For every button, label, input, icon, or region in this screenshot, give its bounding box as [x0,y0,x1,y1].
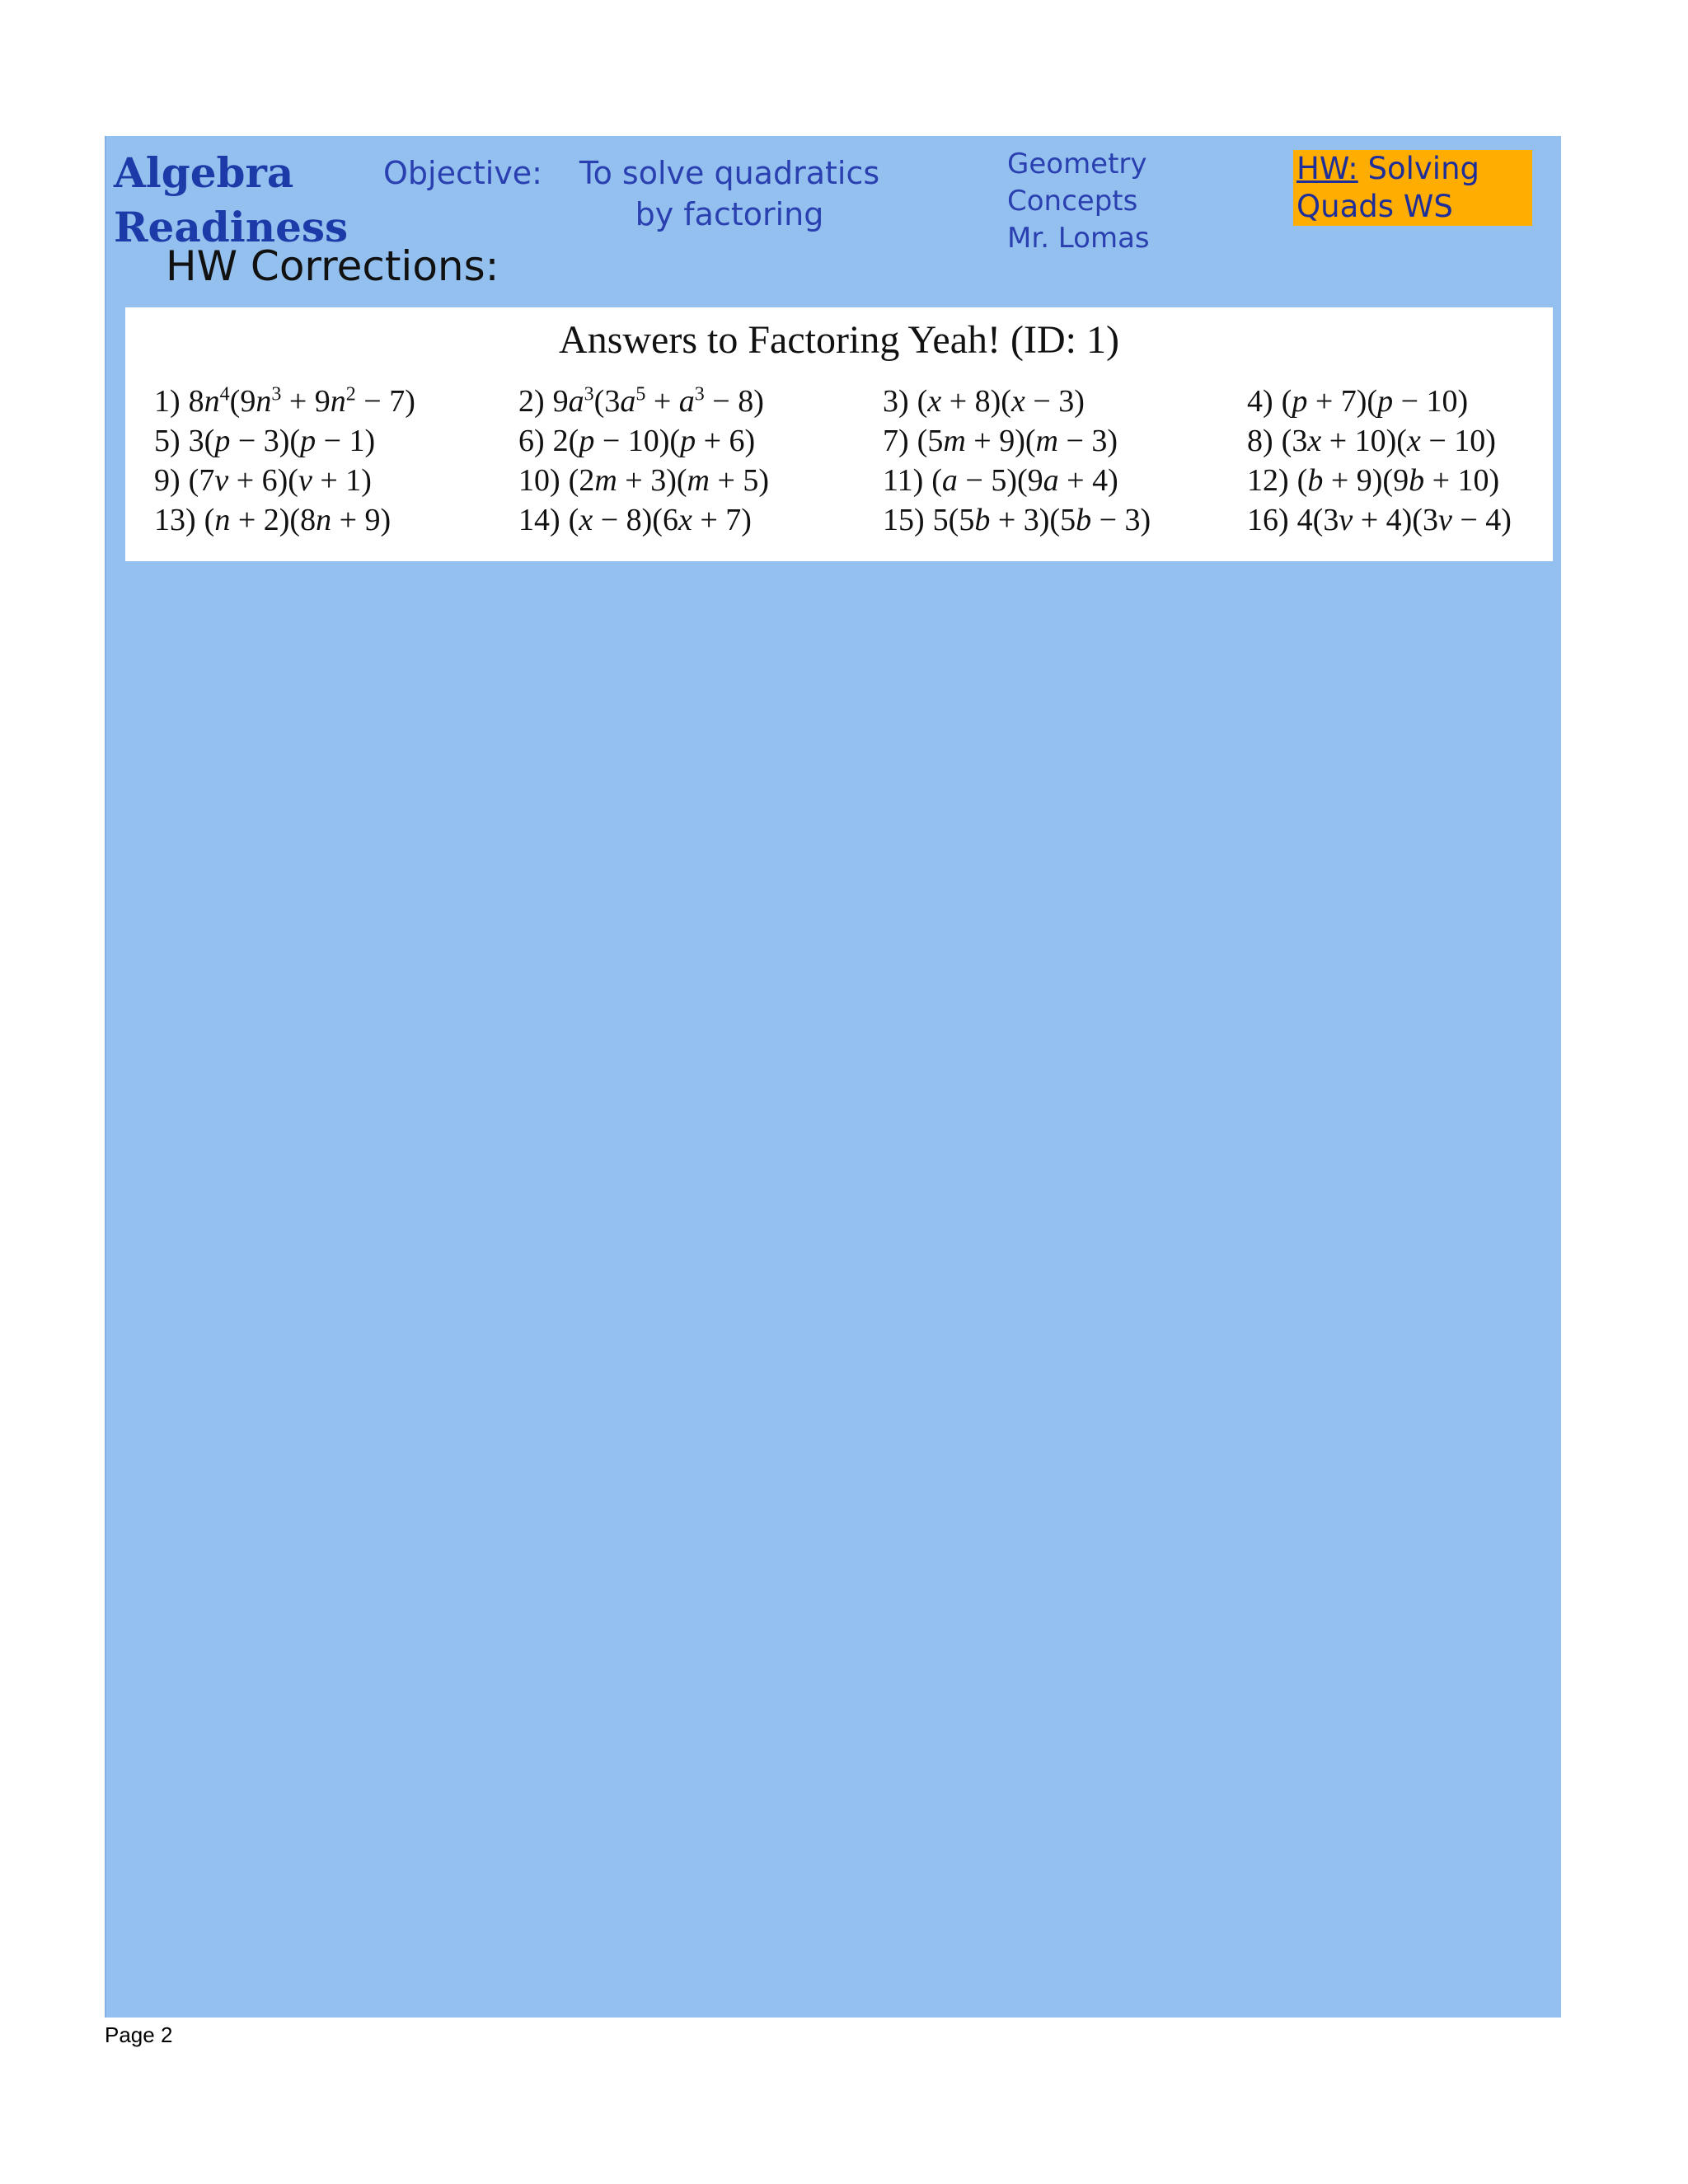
answer-expression: (5m + 9)(m − 3) [917,424,1118,458]
answer-number: 8) [1247,424,1273,458]
answer-item [154,421,518,461]
answer-key-grid [154,382,1547,540]
course-info [1007,146,1221,257]
slide [105,136,1561,2018]
answer-number: 10) [518,463,560,498]
answer-item [154,382,518,421]
teacher-name: Mr. Lomas [1007,222,1150,255]
answer-item [883,421,1247,461]
answer-expression: (p + 7)(p − 10) [1281,384,1469,419]
course-title-line1: Algebra [114,148,294,197]
answer-expression: (n + 2)(8n + 9) [204,503,392,537]
course-title [114,146,386,255]
answer-item [154,500,518,540]
answer-item [518,421,883,461]
answer-item [518,500,883,540]
answer-item [154,461,518,500]
objective-label: Objective: [383,155,542,191]
course-title-line2: Readiness [114,203,349,251]
answer-number: 5) [154,424,181,458]
answer-number: 15) [883,503,925,537]
answer-number: 3) [883,384,909,419]
page-number: Page 2 [105,2022,173,2047]
answer-item [1247,421,1547,461]
answer-expression: 3(p − 3)(p − 1) [188,424,376,458]
answer-number: 2) [518,384,545,419]
answer-number: 9) [154,463,181,498]
answer-expression: $9a^3(3a^5 + a^3 - 8)$ [552,383,764,419]
answer-number: 4) [1247,384,1273,419]
answer-key-title: Answers to Factoring Yeah! (ID: 1) [559,318,1119,362]
answer-number: 12) [1247,463,1289,498]
homework-box [1293,150,1532,226]
course-name-line1: Geometry [1007,148,1147,180]
answer-expression: (3x + 10)(x − 10) [1281,424,1496,458]
answer-item [883,500,1247,540]
answer-item [518,461,883,500]
answer-item [883,382,1247,421]
answer-number: 13) [154,503,196,537]
objective-text: To solve quadratics by factoring [579,155,880,232]
answer-item [883,461,1247,500]
answer-expression: (x + 8)(x − 3) [917,384,1085,419]
answer-expression: (2m + 3)(m + 5) [568,463,770,498]
answer-item [1247,461,1547,500]
answer-expression: $8n^4(9n^3 + 9n^2 - 7)$ [188,383,415,419]
homework-text: Solving Quads WS [1296,151,1480,224]
answer-number: 6) [518,424,545,458]
answer-expression: 2(p − 10)(p + 6) [552,424,756,458]
answer-number: 1) [154,384,181,419]
answer-expression: (7v + 6)(v + 1) [188,463,372,498]
answer-number: 11) [883,463,924,498]
answer-expression: (a − 5)(9a + 4) [931,463,1118,498]
answer-number: 16) [1247,503,1289,537]
answer-expression: 4(3v + 4)(3v − 4) [1296,503,1512,537]
course-name-line2: Concepts [1007,185,1138,218]
hw-corrections-heading: HW Corrections: [166,242,499,290]
answer-expression: (b + 9)(9b + 10) [1296,463,1500,498]
answer-expression: 5(5b + 3)(5b − 3) [932,503,1151,537]
answer-number: 7) [883,424,909,458]
answer-item [1247,500,1547,540]
answer-number: 14) [518,503,560,537]
answer-item [1247,382,1547,421]
answer-item [518,382,883,421]
answer-expression: (x − 8)(6x + 7) [568,503,752,537]
answer-key-panel [125,307,1553,561]
homework-label: HW: [1296,151,1358,186]
